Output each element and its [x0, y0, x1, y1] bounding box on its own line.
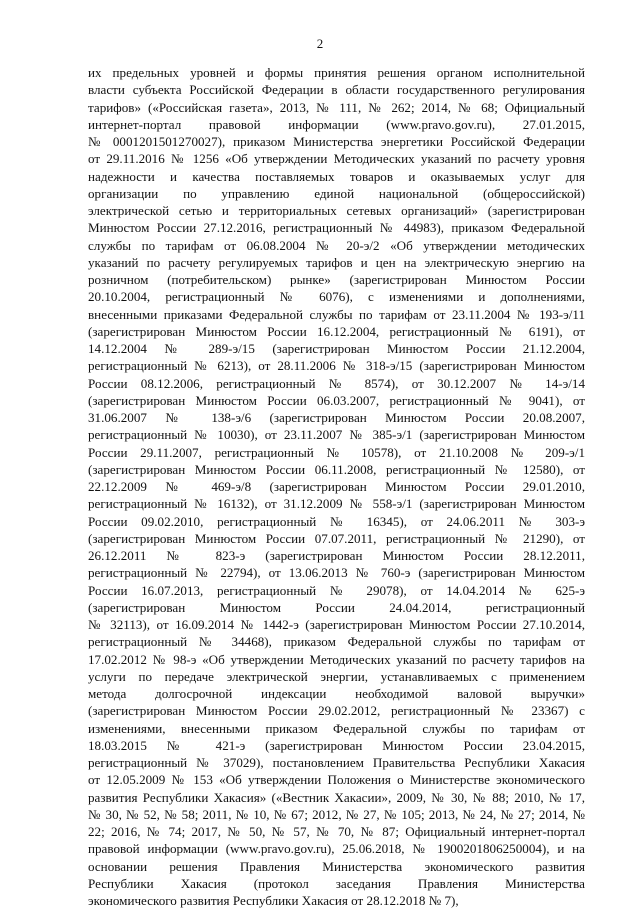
text-line: организации по управлению единой национальной (общероссийской): [88, 185, 585, 201]
text-line: 14.12.2004 № 289-э/15 (зарегистрирован Минюстом России 21.12.2004,: [88, 341, 585, 356]
text-line: 26.12.2011 № 823-э (зарегистрирован Минюстом России 28.12.2011,: [88, 548, 585, 563]
text-line: № 0001201501270027), приказом Министерства энергетики Российской Федерации: [88, 134, 585, 149]
text-line: (зарегистрирован Минюстом России 07.07.2011, регистрационный № 21290), от: [88, 530, 585, 546]
text-line: власти субъекта Российской Федерации в области государственного регулирования: [88, 82, 585, 98]
text-line: № 32113), от 16.09.2014 № 1442-э (зарегистрирован Минюстом России 27.10.2014,: [88, 617, 585, 632]
text-line: России 29.11.2007, регистрационный № 10578), от 21.10.2008 № 209-э/1: [88, 444, 585, 460]
text-line: № 30, № 52, № 58; 2011, № 10, № 67; 2012, № 27, № 105; 2013, № 24, № 27; 2014, №: [88, 806, 585, 822]
text-line: России 16.07.2013, регистрационный № 29078), от 14.04.2014 № 625-э: [88, 582, 585, 598]
text-line: (зарегистрирован Минюстом России 29.02.2012, регистрационный № 23367) с: [88, 703, 585, 719]
text-line: 22; 2016, № 74; 2017, № 50, № 57, № 70, № 87; Официальный интернет-портал: [88, 824, 585, 839]
text-line: тарифов» («Российская газета», 2013, № 111, № 262; 2014, № 68; Официальный: [88, 99, 585, 115]
text-line: изменениями, внесенными приказом Федеральной службы по тарифам от: [88, 720, 585, 736]
text-line: Республики Хакасия (протокол заседания Правления Министерства: [88, 875, 585, 891]
text-line: 22.12.2009 № 469-э/8 (зарегистрирован Минюстом России 29.01.2010,: [88, 479, 585, 494]
text-line: 31.06.2007 № 138-э/6 (зарегистрирован Минюстом России 20.08.2007,: [88, 410, 585, 425]
text-line: указаний по расчету регулируемых тарифов и цен на электрическую энергию на: [88, 254, 585, 270]
text-line: электрической сетью и территориальных сетевых организаций» (зарегистрирован: [88, 203, 585, 218]
text-line: регистрационный № 34468), приказом Федеральной службы по тарифам от: [88, 634, 585, 650]
text-line: регистрационный № 6213), от 28.11.2006 № 318-э/15 (зарегистрирован Минюстом: [88, 358, 585, 374]
text-line: интернет-портал правовой информации (www.pravo.gov.ru), 27.01.2015,: [88, 116, 585, 132]
page-number: 2: [316, 36, 324, 51]
text-line: внесенными приказами Федеральной службы по тарифам от 23.11.2004 № 193-э/11: [88, 306, 585, 322]
text-line: (зарегистрирован Минюстом России 24.04.2014, регистрационный: [88, 599, 585, 615]
body-paragraph: [88, 64, 585, 909]
text-line: 18.03.2015 № 421-э (зарегистрирован Минюстом России 23.04.2015,: [88, 737, 585, 753]
text-line: службы по тарифам от 06.08.2004 № 20-э/2 «Об утверждении методических: [88, 237, 585, 253]
text-line: регистрационный № 37029), постановлением Правительства Республики Хакасия: [88, 755, 585, 770]
text-line: услуги по передаче электрической энергии, устанавливаемых с применением: [88, 668, 585, 684]
text-line: метода долгосрочной индексации необходимой валовой выручки»: [88, 686, 585, 701]
text-line: регистрационный № 16132), от 31.12.2009 № 558-э/1 (зарегистрирован Минюстом: [88, 496, 585, 512]
text-line: экономического развития Республики Хакасия от 28.12.2018 № 7),: [88, 893, 459, 908]
text-line: России 09.02.2010, регистрационный № 16345), от 24.06.2011 № 303-э: [88, 513, 585, 529]
text-line: России 08.12.2006, регистрационный № 8574), от 30.12.2007 № 14-э/14: [88, 375, 585, 391]
text-line: правовой информации (www.pravo.gov.ru), 25.06.2018, № 1900201806250004), и на: [88, 841, 585, 857]
text-line: розничном (потребительском) рынке» (зарегистрирован Минюстом России: [88, 272, 585, 287]
text-line: 17.02.2012 № 98-э «Об утверждении Методических указаний по расчету тарифов на: [88, 651, 585, 667]
text-line: (зарегистрирован Минюстом России 06.03.2007, регистрационный № 9041), от: [88, 392, 585, 408]
text-line: от 12.05.2009 № 153 «Об утверждении Положения о Министерстве экономического: [88, 772, 585, 788]
text-line: (зарегистрирован Минюстом России 06.11.2008, регистрационный № 12580), от: [88, 461, 585, 477]
text-line: развития Республики Хакасия» («Вестник Хакасии», 2009, № 30, № 88; 2010, № 17,: [88, 789, 585, 805]
text-line: регистрационный № 22794), от 13.06.2013 № 760-э (зарегистрирован Минюстом: [88, 565, 585, 581]
text-line: регистрационный № 10030), от 23.11.2007 № 385-э/1 (зарегистрирован Минюстом: [88, 427, 585, 443]
text-line: (зарегистрирован Минюстом России 16.12.2004, регистрационный № 6191), от: [88, 323, 585, 339]
text-line: от 29.11.2016 № 1256 «Об утверждении Методических указаний по расчету уровня: [88, 151, 585, 167]
text-line: надежности и качества поставляемых товаров и оказываемых услуг для: [88, 168, 585, 184]
text-line: Минюстом России 27.12.2016, регистрационный № 44983), приказом Федеральной: [88, 220, 585, 236]
text-line: 20.10.2004, регистрационный № 6076), с изменениями и дополнениями,: [88, 289, 585, 305]
text-line: основании решения Правления Министерства экономического развития: [88, 858, 585, 874]
text-line: их предельных уровней и формы принятия решения органом исполнительной: [88, 65, 585, 80]
